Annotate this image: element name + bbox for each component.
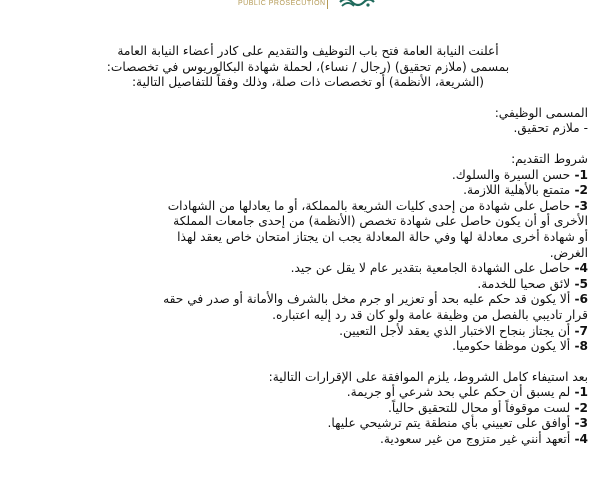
condition-text: الأخرى أو أن يكون حاصل على شهادة تخصص (الأنظمة) من إحدى جامعات المملكة (173, 214, 588, 229)
job-title-heading: المسمى الوظيفي: (494, 105, 588, 120)
condition-line (28, 261, 588, 277)
condition-line (28, 230, 588, 246)
condition-text: حاصل على الشهادة الجامعية بتقدير عام لا يقل عن جيد. (290, 261, 571, 276)
declaration-text: أوافق على تعييني بأي منطقة يتم ترشيحي عليها. (327, 416, 571, 431)
condition-text: قرار تاديبي بالفصل من وظيفة عامة ولو كان قد رد إليه اعتباره. (272, 307, 588, 322)
condition-line (28, 324, 588, 340)
intro-line: بمسمى (ملازم تحقيق) (رجال / نساء)، لحملة شهادة البكالوريوس في تخصصات: (106, 59, 510, 74)
intro-line: أعلنت النيابة العامة فتح باب التوظيف والتقديم على كادر أعضاء النيابة العامة (117, 44, 499, 58)
condition-number: 5- (570, 276, 588, 291)
condition-text: أن يجتاز بنجاح الاختبار الذي يعقد لأجل التعيين. (339, 323, 571, 338)
condition-text: الغرض. (549, 245, 588, 260)
condition-line (28, 199, 588, 215)
declaration-number: 4- (570, 432, 588, 447)
conditions-list (28, 168, 588, 355)
job-title-value: - ملازم تحقيق. (513, 121, 588, 136)
condition-line (28, 277, 588, 293)
declaration-number: 2- (570, 400, 588, 415)
condition-number: 6- (570, 292, 588, 307)
condition-text: لائق صحيا للخدمة. (477, 276, 571, 291)
declaration-number: 1- (570, 385, 588, 400)
declarations-heading: بعد استيفاء كامل الشروط، يلزم الموافقة على الإقرارات التالية: (268, 369, 588, 384)
public-prosecution-emblem-icon (338, 0, 376, 8)
condition-line (28, 168, 588, 184)
condition-text: ألا يكون قد حكم عليه بحد أو تعزير او جرم مخل بالشرف والأمانة أو صدر في حقه (163, 292, 571, 307)
condition-text: حاصل على شهادة من إحدى كليات الشريعة بالمملكة، أو ما يعادلها من الشهادات (167, 198, 571, 213)
conditions-heading: شروط التقديم: (511, 151, 588, 166)
declaration-number: 3- (570, 416, 588, 431)
condition-text: حسن السيرة والسلوك. (451, 167, 571, 182)
intro-line: (الشريعة، الأنظمة) أو تخصصات ذات صلة، وذلك وفقاً للتفاصيل التالية: (131, 75, 485, 90)
org-name-en: PUBLIC PROSECUTION (238, 0, 326, 7)
page-header (0, 0, 608, 18)
condition-text: ألا يكون موظفا حكوميا. (452, 339, 571, 354)
condition-text: متمتع بالأهلية اللازمة. (463, 183, 571, 198)
condition-line (28, 183, 588, 199)
condition-line (28, 339, 588, 355)
condition-number: 3- (570, 198, 588, 213)
announcement-body (28, 44, 588, 448)
condition-line (28, 292, 588, 308)
intro-paragraph (28, 44, 588, 91)
condition-line (28, 308, 588, 324)
declaration-text: أتعهد أنني غير متزوج من غير سعودية. (380, 432, 571, 447)
condition-line (28, 214, 588, 230)
declaration-text: لم يسبق أن حكم علي بحد شرعي أو جريمة. (346, 385, 571, 400)
condition-line (28, 246, 588, 262)
declaration-text: لست موقوفاً أو محال للتحقيق حالياً. (388, 400, 571, 415)
declarations-list (28, 385, 588, 447)
header-divider (327, 0, 328, 9)
condition-text: أو شهادة أخرى معادلة لها وفي حالة المعادلة يجب ان يجتاز امتحان خاص يعقد لهذا (177, 229, 588, 244)
condition-number: 4- (570, 261, 588, 276)
condition-number: 2- (570, 183, 588, 198)
condition-number: 7- (570, 323, 588, 338)
declaration-line (28, 432, 588, 448)
condition-number: 1- (570, 167, 588, 182)
declaration-line (28, 416, 588, 432)
declaration-line (28, 401, 588, 417)
declaration-line (28, 385, 588, 401)
condition-number: 8- (570, 339, 588, 354)
